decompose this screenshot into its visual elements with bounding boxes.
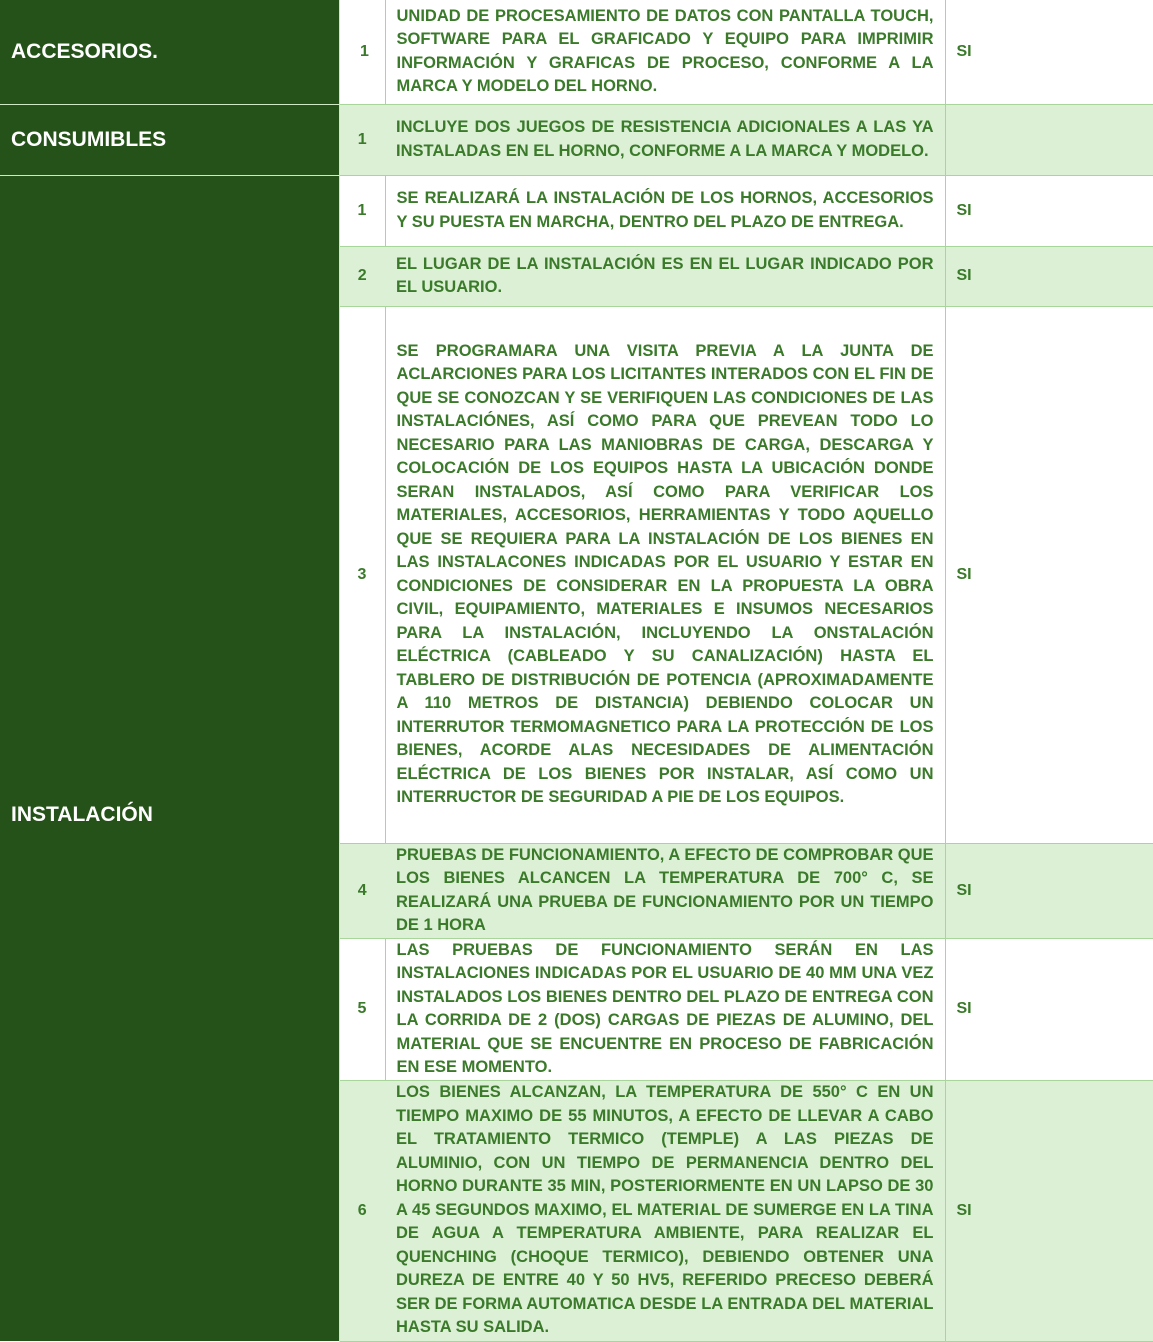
table-row [0,0,1153,104]
item-number: 3 [339,306,385,843]
item-answer: SI [945,246,1153,306]
table-row [0,175,1153,246]
item-number: 4 [339,843,385,938]
item-answer: SI [945,306,1153,843]
item-number: 5 [339,938,385,1080]
item-answer: SI [945,175,1153,246]
item-number: 1 [339,0,385,104]
item-description: INCLUYE DOS JUEGOS DE RESISTENCIA ADICIONALES A LAS YA INSTALADAS EN EL HORNO, CONFORME A LA MARCA Y MODELO. [385,104,945,175]
category-instalacion: INSTALACIÓN [0,175,339,1341]
item-answer: SI [945,1080,1153,1341]
item-description: LAS PRUEBAS DE FUNCIONAMIENTO SERÁN EN LAS INSTALACIONES INDICADAS POR EL USUARIO DE 40 MM UNA VEZ INSTALADOS LOS BIENES DENTRO DEL PLAZO DE ENTREGA CON LA CORRIDA DE 2 (DOS) CARGAS DE PIEZAS DE ALUMINO, DEL MATERIAL QUE SE ENCUENTRE EN PROCESO DE FABRICACIÓN EN ESE MOMENTO. [385,938,945,1080]
item-number: 1 [339,175,385,246]
table-row [0,104,1153,175]
item-description: SE PROGRAMARA UNA VISITA PREVIA A LA JUNTA DE ACLARCIONES PARA LOS LICITANTES INTERADOS CON EL FIN DE QUE SE CONOZCAN Y SE VERIFIQUEN LAS CONDICIONES DE LAS INSTALACIÓNES, ASÍ COMO PARA QUE PREVEAN TODO LO NECESARIO PARA LAS MANIOBRAS DE CARGA, DESCARGA Y COLOCACIÓN DE LOS EQUIPOS HASTA LA UBICACIÓN DONDE SERAN INSTALADOS, ASÍ COMO PARA VERIFICAR LOS MATERIALES, ACCESORIOS, HERRAMIENTAS Y TODO AQUELLO QUE SE REQUIERA PARA LA INSTALACIÓN DE LOS BIENES EN LAS INSTALACONES INDICADAS POR EL USUARIO Y ESTAR EN CONDICIONES DE CONSIDERAR EN LA PROPUESTA LA OBRA CIVIL, EQUIPAMIENTO, MATERIALES E INSUMOS NECESARIOS PARA LA INSTALACIÓN, INCLUYENDO LA ONSTALACIÓN ELÉCTRICA (CABLEADO Y SU CANALIZACIÓN) HASTA EL TABLERO DE DISTRIBUCIÓN DE POTENCIA (APROXIMADAMENTE A 110 METROS DE DISTANCIA) DEBIENDO COLOCAR UN INTERRUTOR TERMOMAGNETICO PARA LA PROTECCIÓN DE LOS BIENES, ACORDE ALAS NECESIDADES DE ALIMENTACIÓN ELÉCTRICA DE LOS BIENES POR INSTALAR, ASÍ COMO UN INTERRUCTOR DE SEGURIDAD A PIE DE LOS EQUIPOS. [385,306,945,843]
item-answer: SI [945,0,1153,104]
item-answer [945,104,1153,175]
item-description: EL LUGAR DE LA INSTALACIÓN ES EN EL LUGAR INDICADO POR EL USUARIO. [385,246,945,306]
item-number: 6 [339,1080,385,1341]
item-description: SE REALIZARÁ LA INSTALACIÓN DE LOS HORNOS, ACCESORIOS Y SU PUESTA EN MARCHA, DENTRO DEL PLAZO DE ENTREGA. [385,175,945,246]
item-number: 2 [339,246,385,306]
item-description: LOS BIENES ALCANZAN, LA TEMPERATURA DE 550° C EN UN TIEMPO MAXIMO DE 55 MINUTOS, A EFECTO DE LLEVAR A CABO EL TRATAMIENTO TERMICO (TEMPLE) A LAS PIEZAS DE ALUMINIO, CON UN TIEMPO DE PERMANENCIA DENTRO DEL HORNO DURANTE 35 MIN, POSTERIORMENTE EN UN LAPSO DE 30 A 45 SEGUNDOS MAXIMO, EL MATERIAL DE SUMERGE EN LA TINA DE AGUA A TEMPERATURA AMBIENTE, PARA REALIZAR EL QUENCHING (CHOQUE TERMICO), DEBIENDO OBTENER UNA DUREZA DE ENTRE 40 Y 50 HV5, REFERIDO PRECESO DEBERÁ SER DE FORMA AUTOMATICA DESDE LA ENTRADA DEL MATERIAL HASTA SU SALIDA. [385,1080,945,1341]
item-answer: SI [945,938,1153,1080]
item-description: UNIDAD DE PROCESAMIENTO DE DATOS CON PANTALLA TOUCH, SOFTWARE PARA EL GRAFICADO Y EQUIPO PARA IMPRIMIR INFORMACIÓN Y GRAFICAS DE PROCESO, CONFORME A LA MARCA Y MODELO DEL HORNO. [385,0,945,104]
item-description: PRUEBAS DE FUNCIONAMIENTO, A EFECTO DE COMPROBAR QUE LOS BIENES ALCANCEN LA TEMPERATURA DE 700° C, SE REALIZARÁ UNA PRUEBA DE FUNCIONAMIENTO POR UN TIEMPO DE 1 HORA [385,843,945,938]
category-accesorios: ACCESORIOS. [0,0,339,104]
item-answer: SI [945,843,1153,938]
category-consumibles: CONSUMIBLES [0,104,339,175]
item-number: 1 [339,104,385,175]
